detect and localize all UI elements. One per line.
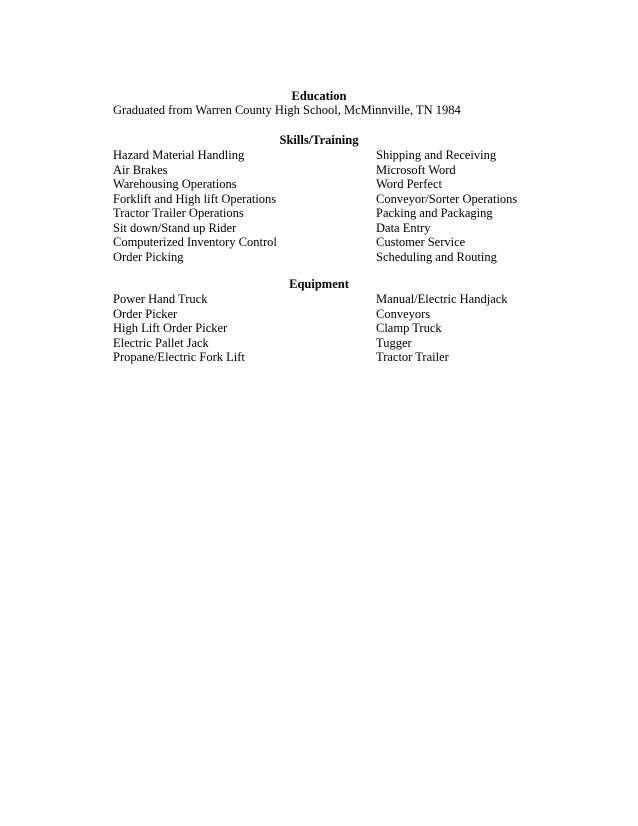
list-item: Word Perfect <box>376 177 442 191</box>
list-item: Warehousing Operations <box>113 177 237 191</box>
equipment-heading: Equipment <box>289 277 349 291</box>
skills-heading: Skills/Training <box>279 133 359 147</box>
skills-left-list <box>113 148 277 264</box>
list-item: Electric Pallet Jack <box>113 335 209 350</box>
list-item: Shipping and Receiving <box>376 148 497 162</box>
list-item: Air Brakes <box>113 162 168 177</box>
list-item: Microsoft Word <box>376 162 456 177</box>
list-item: Tractor Trailer <box>376 350 449 364</box>
list-item: Hazard Material Handling <box>113 148 245 162</box>
list-item: Manual/Electric Handjack <box>376 292 508 306</box>
list-item: Conveyors <box>376 306 431 321</box>
list-item: Order Picking <box>113 249 184 264</box>
list-item: High Lift Order Picker <box>113 321 228 335</box>
list-item: Data Entry <box>376 220 431 235</box>
list-item: Forklift and High lift Operations <box>113 191 277 206</box>
equipment-right-list <box>376 292 508 365</box>
list-item: Order Picker <box>113 306 178 321</box>
education-text: Graduated from Warren County High School, McMinnville, TN 1984 <box>113 103 461 117</box>
list-item: Customer Service <box>376 235 466 249</box>
list-item: Tractor Trailer Operations <box>113 206 244 220</box>
list-item: Computerized Inventory Control <box>113 235 277 249</box>
list-item: Packing and Packaging <box>376 206 493 220</box>
list-item: Tugger <box>376 335 412 350</box>
education-heading: Education <box>291 89 347 103</box>
list-item: Sit down/Stand up Rider <box>113 220 237 235</box>
list-item: Scheduling and Routing <box>376 249 497 264</box>
list-item: Power Hand Truck <box>113 292 208 306</box>
list-item: Conveyor/Sorter Operations <box>376 191 518 206</box>
skills-right-list <box>376 148 517 264</box>
equipment-left-list <box>113 292 245 365</box>
list-item: Propane/Electric Fork Lift <box>113 350 245 364</box>
list-item: Clamp Truck <box>376 321 442 335</box>
